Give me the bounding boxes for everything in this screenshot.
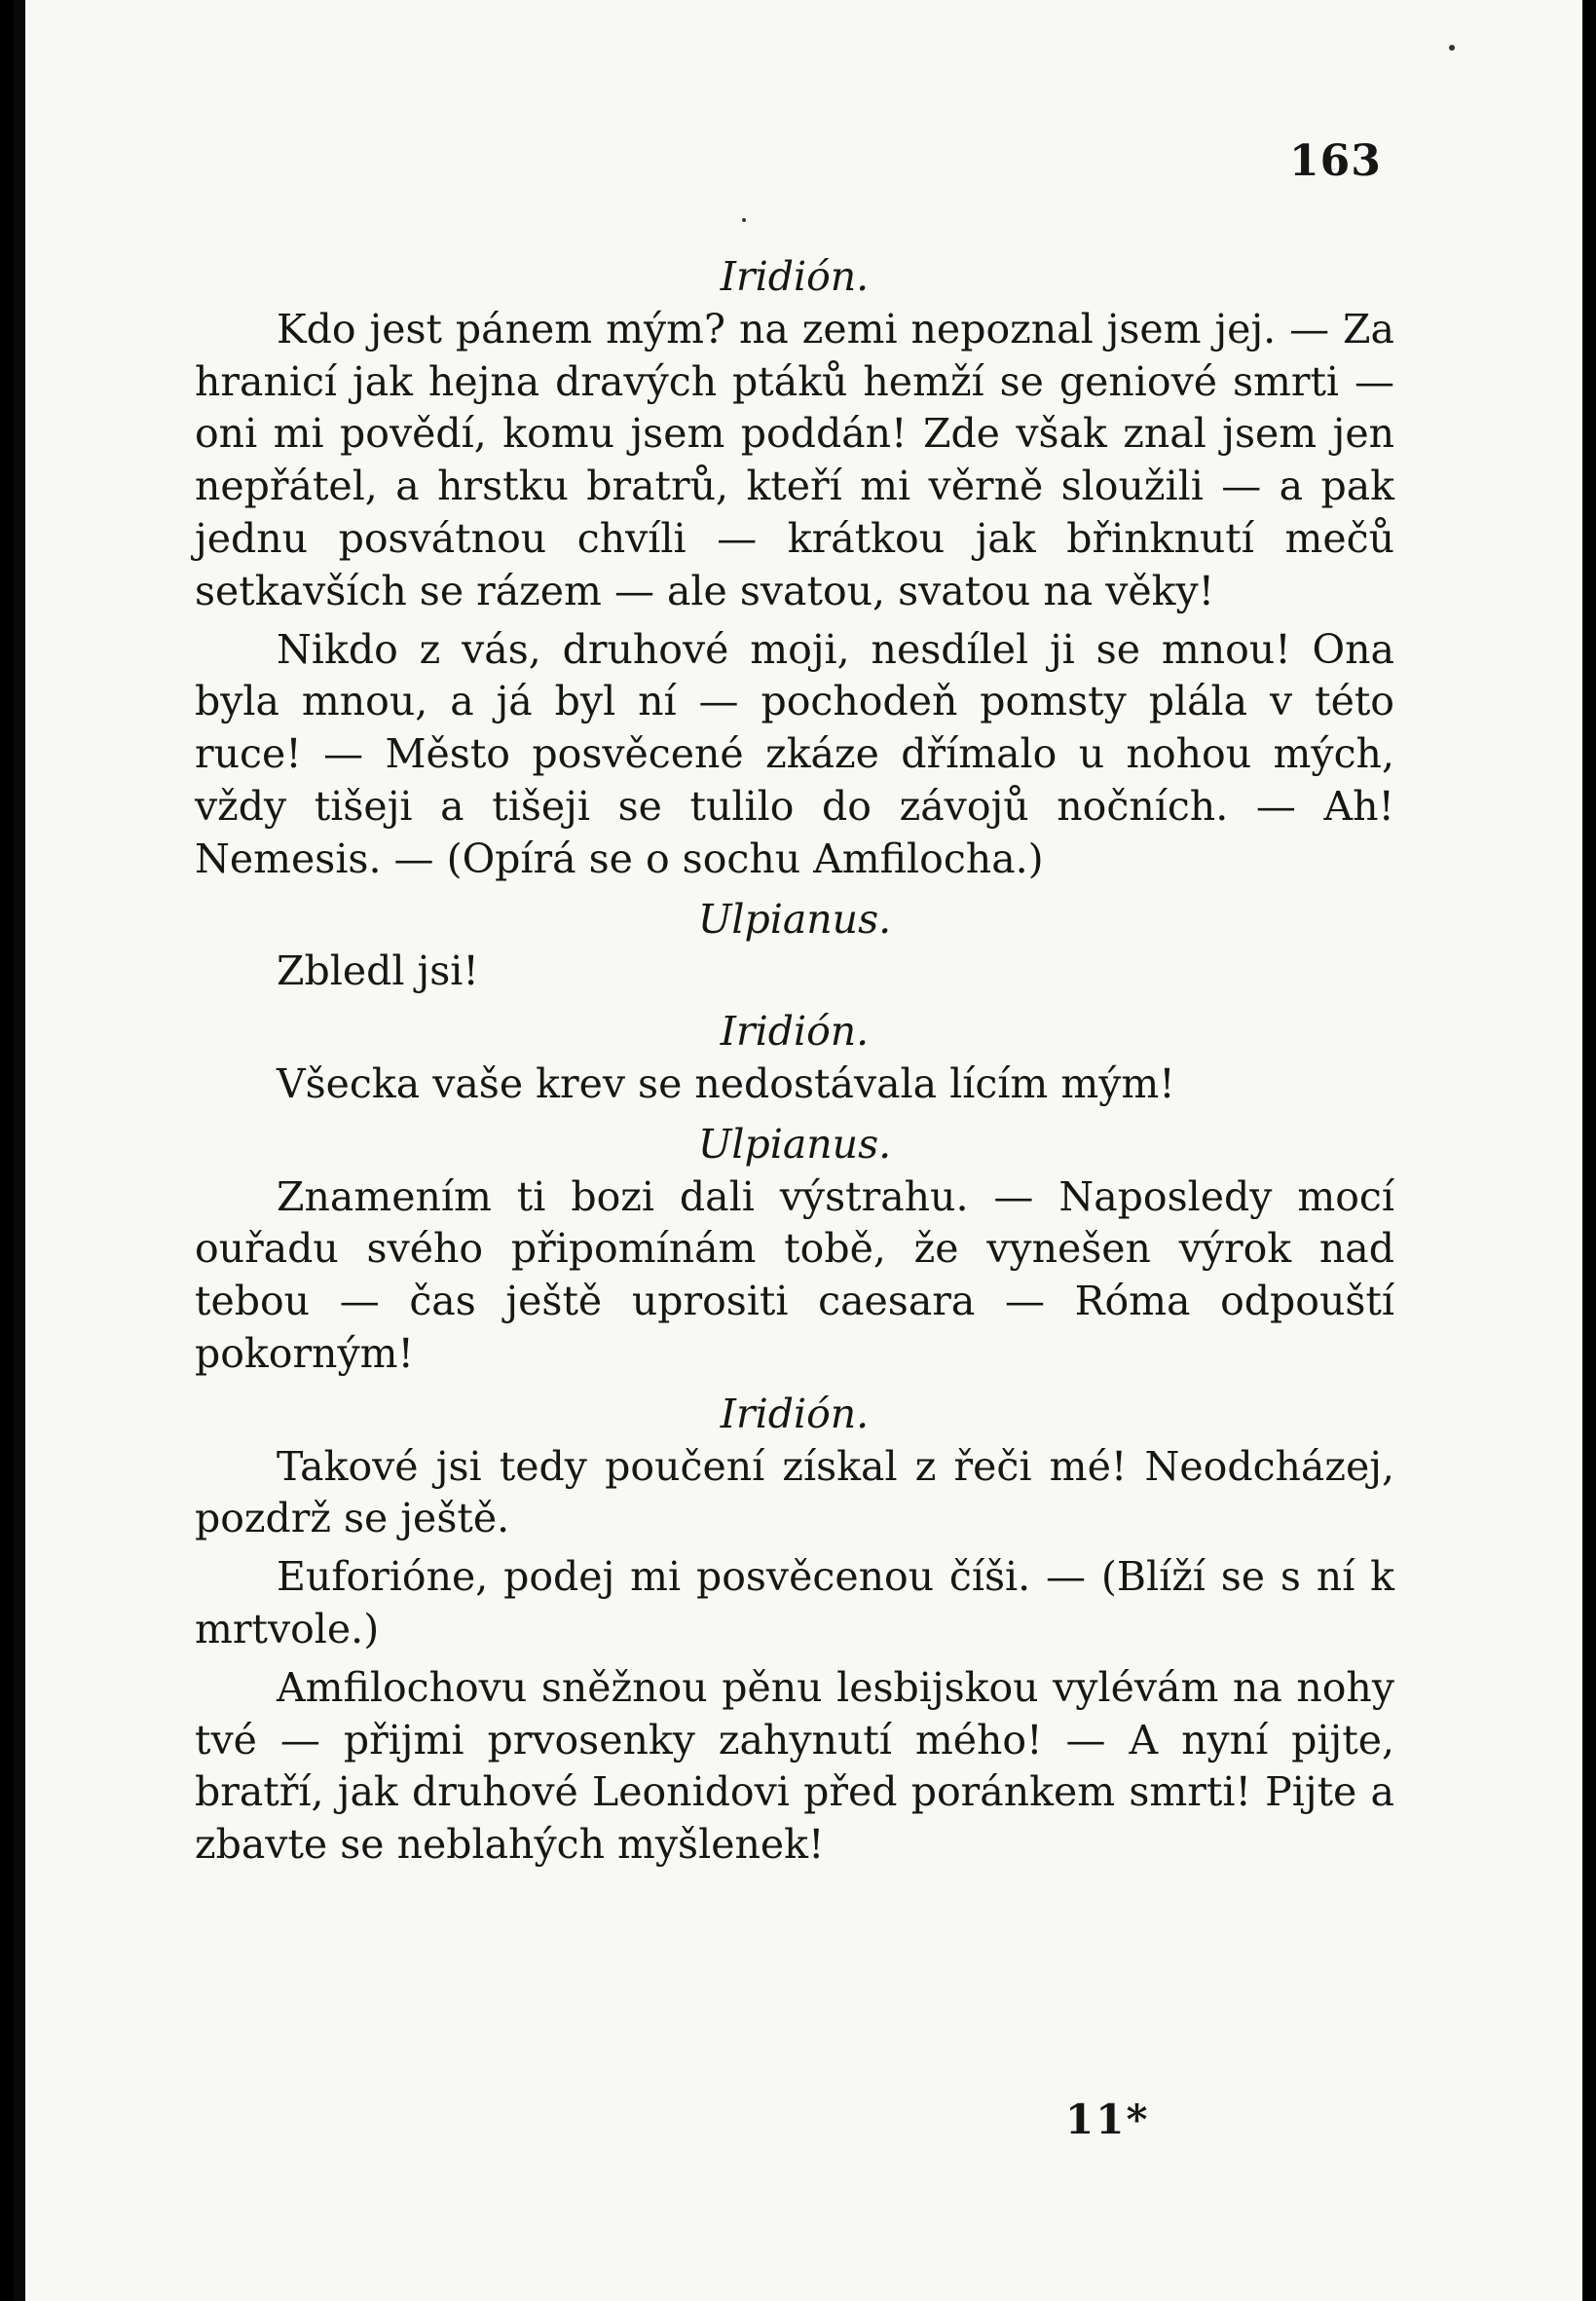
speaker-name: Ulpianus.	[697, 895, 892, 943]
speaker-name: Iridión.	[720, 1008, 870, 1056]
speech-paragraph: Nikdo z vás, druhové moji, nesdílel ji se mnou! Ona byla mnou, a já byl ní — pochodeň pomsty plála v této ruce! — Město posvěcené zkáze dřímalo u nohou mých, vždy tišeji a tišeji se tulilo do závojů nočních. — Ah! Nemesis. — (Opírá se o sochu Amfilocha.)	[195, 625, 1394, 882]
speech-paragraph: Euforióne, podej mi posvěcenou číši. — (Blíží se s ní k mrtvole.)	[195, 1553, 1394, 1652]
book-page	[14, 0, 1582, 2301]
page-edge-shadow	[14, 0, 25, 2301]
speaker-name: Iridión.	[720, 253, 870, 300]
speech-paragraph: Zbledl jsi!	[277, 947, 479, 995]
speech-paragraph: Takové jsi tedy poučení získal z řeči mé! Neodcházej, pozdrž se ještě.	[195, 1442, 1394, 1542]
speech-paragraph: Všecka vaše krev se nedostávala lícím mým!	[277, 1059, 1175, 1107]
speech-paragraph: Znamením ti bozi dali výstrahu. — Naposledy mocí ouřadu svého připomínám tobě, že vynešen výrok nad tebou — čas ještě uprositi caesara — Róma odpouští pokorným!	[195, 1172, 1394, 1377]
speck-mark	[1449, 45, 1455, 51]
speck-mark	[742, 218, 746, 222]
speech-paragraph: Amfilochovu sněžnou pěnu lesbijskou vylévám na nohy tvé — přijmi prvosenky zahynutí mého! — A nyní pijte, bratří, jak druhové Leonidovi před poránkem smrti! Pijte a zbavte se neblahých myšlenek!	[195, 1663, 1394, 1869]
speaker-name: Ulpianus.	[697, 1120, 892, 1168]
speech-paragraph: Kdo jest pánem mým? na zemi nepoznal jsem jej. — Za hranicí jak hejna dravých ptáků hemží se geniové smrti — oni mi povědí, komu jsem poddán! Zde však znal jsem jen nepřátel, a hrstku bratrů, kteří mi věrně sloužili — a pak jednu posvátnou chvíli — krátkou jak břinknutí mečů setkavších se rázem — ale svatou, svatou na věky!	[195, 305, 1394, 614]
speaker-name: Iridión.	[720, 1390, 870, 1437]
page-number: 163	[1289, 136, 1382, 186]
signature-mark: 11*	[1065, 2096, 1150, 2143]
dialogue-text	[195, 251, 1394, 1872]
